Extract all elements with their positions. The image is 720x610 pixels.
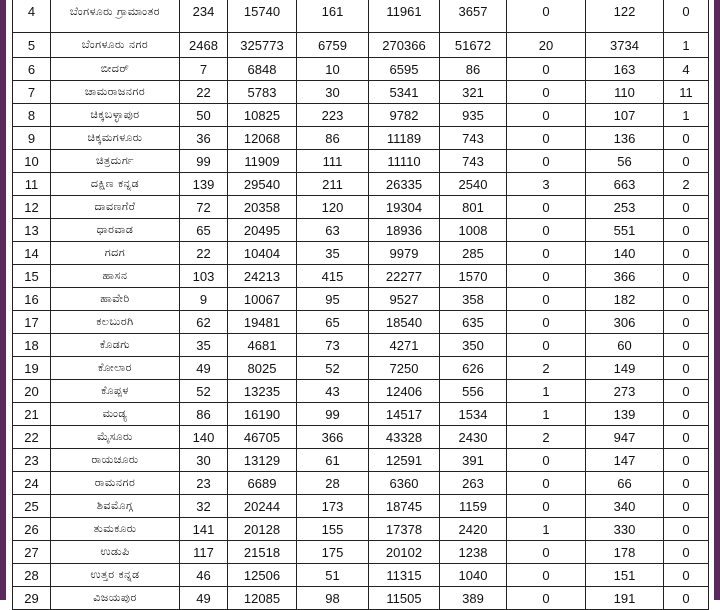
value-cell: 0: [664, 472, 709, 495]
value-cell: 95: [297, 288, 369, 311]
value-cell: 0: [664, 541, 709, 564]
value-cell: 4681: [228, 334, 297, 357]
value-cell: 2: [664, 173, 709, 196]
value-cell: 11961: [369, 0, 440, 33]
value-cell: 270366: [369, 33, 440, 58]
table-row: [13, 334, 709, 357]
value-cell: 4: [664, 58, 709, 81]
district-name-cell: ವಿಜಯಪುರ: [51, 587, 180, 610]
value-cell: 36: [180, 127, 228, 150]
serial-number-cell: 28: [13, 564, 51, 587]
value-cell: 1238: [440, 541, 507, 564]
value-cell: 330: [586, 518, 664, 541]
value-cell: 178: [586, 541, 664, 564]
serial-number-cell: 25: [13, 495, 51, 518]
value-cell: 389: [440, 587, 507, 610]
table-row: [13, 403, 709, 426]
value-cell: 0: [664, 449, 709, 472]
value-cell: 11110: [369, 150, 440, 173]
table-row: [13, 173, 709, 196]
value-cell: 0: [507, 0, 586, 33]
value-cell: 30: [297, 81, 369, 104]
value-cell: 0: [664, 242, 709, 265]
value-cell: 30: [180, 449, 228, 472]
value-cell: 10: [297, 58, 369, 81]
value-cell: 98: [297, 587, 369, 610]
value-cell: 46: [180, 564, 228, 587]
value-cell: 340: [586, 495, 664, 518]
value-cell: 18540: [369, 311, 440, 334]
district-name-cell: ತುಮಕೂರು: [51, 518, 180, 541]
serial-number-cell: 14: [13, 242, 51, 265]
value-cell: 6759: [297, 33, 369, 58]
value-cell: 1: [507, 518, 586, 541]
value-cell: 0: [664, 518, 709, 541]
district-name-cell: ಮಂಡ್ಯ: [51, 403, 180, 426]
value-cell: 20358: [228, 196, 297, 219]
value-cell: 50: [180, 104, 228, 127]
serial-number-cell: 21: [13, 403, 51, 426]
value-cell: 117: [180, 541, 228, 564]
value-cell: 223: [297, 104, 369, 127]
value-cell: 12068: [228, 127, 297, 150]
value-cell: 11315: [369, 564, 440, 587]
value-cell: 10825: [228, 104, 297, 127]
value-cell: 140: [586, 242, 664, 265]
value-cell: 20102: [369, 541, 440, 564]
value-cell: 366: [586, 265, 664, 288]
value-cell: 2468: [180, 33, 228, 58]
serial-number-cell: 20: [13, 380, 51, 403]
value-cell: 801: [440, 196, 507, 219]
district-name-cell: ಬೀದರ್: [51, 58, 180, 81]
value-cell: 0: [664, 0, 709, 33]
value-cell: 86: [297, 127, 369, 150]
district-name-cell: ಹಾಸನ: [51, 265, 180, 288]
value-cell: 32: [180, 495, 228, 518]
table-row: [13, 265, 709, 288]
value-cell: 0: [664, 196, 709, 219]
value-cell: 2430: [440, 426, 507, 449]
table-row: [13, 564, 709, 587]
value-cell: 72: [180, 196, 228, 219]
value-cell: 191: [586, 587, 664, 610]
district-name-cell: ಶಿವಮೊಗ್ಗ: [51, 495, 180, 518]
table-row: [13, 104, 709, 127]
value-cell: 2540: [440, 173, 507, 196]
table-row: [13, 357, 709, 380]
district-name-cell: ಬೆಂಗಳೂರು ನಗರ: [51, 33, 180, 58]
value-cell: 321: [440, 81, 507, 104]
value-cell: 415: [297, 265, 369, 288]
value-cell: 18936: [369, 219, 440, 242]
value-cell: 0: [507, 127, 586, 150]
serial-number-cell: 10: [13, 150, 51, 173]
value-cell: 391: [440, 449, 507, 472]
value-cell: 11909: [228, 150, 297, 173]
district-name-cell: ಮೈಸೂರು: [51, 426, 180, 449]
value-cell: 49: [180, 357, 228, 380]
district-name-cell: ಚಿತ್ರದುರ್ಗ: [51, 150, 180, 173]
value-cell: 86: [440, 58, 507, 81]
value-cell: 73: [297, 334, 369, 357]
value-cell: 6689: [228, 472, 297, 495]
value-cell: 1534: [440, 403, 507, 426]
serial-number-cell: 27: [13, 541, 51, 564]
value-cell: 3: [507, 173, 586, 196]
value-cell: 13235: [228, 380, 297, 403]
value-cell: 0: [664, 357, 709, 380]
value-cell: 2: [507, 357, 586, 380]
value-cell: 0: [664, 219, 709, 242]
value-cell: 0: [664, 288, 709, 311]
district-name-cell: ಧಾರವಾಡ: [51, 219, 180, 242]
value-cell: 60: [586, 334, 664, 357]
value-cell: 122: [586, 0, 664, 33]
value-cell: 0: [664, 311, 709, 334]
value-cell: 151: [586, 564, 664, 587]
serial-number-cell: 22: [13, 426, 51, 449]
value-cell: 2420: [440, 518, 507, 541]
serial-number-cell: 13: [13, 219, 51, 242]
district-name-cell: ರಾಯಚೂರು: [51, 449, 180, 472]
value-cell: 2: [507, 426, 586, 449]
value-cell: 947: [586, 426, 664, 449]
serial-number-cell: 12: [13, 196, 51, 219]
value-cell: 22: [180, 242, 228, 265]
value-cell: 149: [586, 357, 664, 380]
value-cell: 556: [440, 380, 507, 403]
serial-number-cell: 5: [13, 33, 51, 58]
value-cell: 163: [586, 58, 664, 81]
district-name-cell: ಕೊಪ್ಪಳ: [51, 380, 180, 403]
table-row: [13, 288, 709, 311]
value-cell: 0: [507, 587, 586, 610]
value-cell: 263: [440, 472, 507, 495]
value-cell: 743: [440, 150, 507, 173]
value-cell: 110: [586, 81, 664, 104]
value-cell: 551: [586, 219, 664, 242]
value-cell: 0: [507, 311, 586, 334]
value-cell: 4271: [369, 334, 440, 357]
page-frame-right: [714, 0, 720, 600]
value-cell: 1040: [440, 564, 507, 587]
value-cell: 935: [440, 104, 507, 127]
value-cell: 211: [297, 173, 369, 196]
serial-number-cell: 23: [13, 449, 51, 472]
value-cell: 43328: [369, 426, 440, 449]
value-cell: 0: [664, 127, 709, 150]
value-cell: 0: [507, 288, 586, 311]
district-name-cell: ಕೊಡಗು: [51, 334, 180, 357]
value-cell: 11505: [369, 587, 440, 610]
value-cell: 20: [507, 33, 586, 58]
table-row: [13, 127, 709, 150]
district-name-cell: ದಕ್ಷಿಣ ಕನ್ನಡ: [51, 173, 180, 196]
district-name-cell: ಚಾಮರಾಜನಗರ: [51, 81, 180, 104]
value-cell: 21518: [228, 541, 297, 564]
value-cell: 0: [664, 495, 709, 518]
value-cell: 0: [507, 150, 586, 173]
serial-number-cell: 18: [13, 334, 51, 357]
value-cell: 7250: [369, 357, 440, 380]
district-name-cell: ಗದಗ: [51, 242, 180, 265]
district-name-cell: ರಾಮನಗರ: [51, 472, 180, 495]
value-cell: 155: [297, 518, 369, 541]
district-name-cell: ಬೆಂಗಳೂರು ಗ್ರಾಮಾಂತರ: [51, 0, 180, 33]
value-cell: 107: [586, 104, 664, 127]
value-cell: 9: [180, 288, 228, 311]
value-cell: 1570: [440, 265, 507, 288]
value-cell: 366: [297, 426, 369, 449]
table-row: [13, 33, 709, 58]
value-cell: 16190: [228, 403, 297, 426]
value-cell: 0: [664, 150, 709, 173]
value-cell: 14517: [369, 403, 440, 426]
table-row: [13, 196, 709, 219]
serial-number-cell: 17: [13, 311, 51, 334]
value-cell: 0: [507, 334, 586, 357]
value-cell: 22: [180, 81, 228, 104]
value-cell: 0: [664, 380, 709, 403]
value-cell: 5783: [228, 81, 297, 104]
table-row: [13, 81, 709, 104]
value-cell: 18745: [369, 495, 440, 518]
value-cell: 0: [507, 58, 586, 81]
value-cell: 5341: [369, 81, 440, 104]
value-cell: 22277: [369, 265, 440, 288]
value-cell: 0: [507, 81, 586, 104]
value-cell: 147: [586, 449, 664, 472]
value-cell: 6595: [369, 58, 440, 81]
value-cell: 139: [586, 403, 664, 426]
district-name-cell: ಚಿಕ್ಕಬಳ್ಳಾಪುರ: [51, 104, 180, 127]
serial-number-cell: 11: [13, 173, 51, 196]
district-data-table: [12, 0, 709, 610]
value-cell: 10067: [228, 288, 297, 311]
value-cell: 175: [297, 541, 369, 564]
value-cell: 173: [297, 495, 369, 518]
district-name-cell: ಕೋಲಾರ: [51, 357, 180, 380]
serial-number-cell: 7: [13, 81, 51, 104]
page-frame-left: [0, 0, 6, 600]
value-cell: 0: [507, 495, 586, 518]
table-row: [13, 0, 709, 33]
value-cell: 0: [507, 564, 586, 587]
value-cell: 8025: [228, 357, 297, 380]
district-name-cell: ಉತ್ತರ ಕನ್ನಡ: [51, 564, 180, 587]
value-cell: 52: [297, 357, 369, 380]
value-cell: 26335: [369, 173, 440, 196]
value-cell: 3657: [440, 0, 507, 33]
value-cell: 139: [180, 173, 228, 196]
value-cell: 11189: [369, 127, 440, 150]
table-row: [13, 150, 709, 173]
value-cell: 10404: [228, 242, 297, 265]
value-cell: 0: [507, 265, 586, 288]
value-cell: 20244: [228, 495, 297, 518]
table-row: [13, 426, 709, 449]
value-cell: 56: [586, 150, 664, 173]
value-cell: 63: [297, 219, 369, 242]
value-cell: 99: [297, 403, 369, 426]
value-cell: 66: [586, 472, 664, 495]
value-cell: 0: [664, 564, 709, 587]
value-cell: 635: [440, 311, 507, 334]
value-cell: 13129: [228, 449, 297, 472]
table-row: [13, 219, 709, 242]
table-row: [13, 541, 709, 564]
value-cell: 0: [664, 265, 709, 288]
value-cell: 51: [297, 564, 369, 587]
serial-number-cell: 16: [13, 288, 51, 311]
value-cell: 15740: [228, 0, 297, 33]
value-cell: 12591: [369, 449, 440, 472]
value-cell: 0: [507, 219, 586, 242]
value-cell: 285: [440, 242, 507, 265]
value-cell: 19304: [369, 196, 440, 219]
value-cell: 65: [297, 311, 369, 334]
serial-number-cell: 9: [13, 127, 51, 150]
value-cell: 9782: [369, 104, 440, 127]
value-cell: 35: [180, 334, 228, 357]
district-name-cell: ಚಿಕ್ಕಮಗಳೂರು: [51, 127, 180, 150]
district-table-wrapper: [12, 0, 708, 610]
value-cell: 1: [507, 403, 586, 426]
value-cell: 1: [507, 380, 586, 403]
value-cell: 62: [180, 311, 228, 334]
value-cell: 103: [180, 265, 228, 288]
value-cell: 1: [664, 33, 709, 58]
value-cell: 20495: [228, 219, 297, 242]
value-cell: 182: [586, 288, 664, 311]
value-cell: 65: [180, 219, 228, 242]
serial-number-cell: 6: [13, 58, 51, 81]
value-cell: 1159: [440, 495, 507, 518]
serial-number-cell: 15: [13, 265, 51, 288]
value-cell: 1008: [440, 219, 507, 242]
value-cell: 7: [180, 58, 228, 81]
value-cell: 23: [180, 472, 228, 495]
table-row: [13, 242, 709, 265]
value-cell: 0: [507, 472, 586, 495]
value-cell: 0: [664, 334, 709, 357]
district-name-cell: ಕಲಬುರಗಿ: [51, 311, 180, 334]
value-cell: 140: [180, 426, 228, 449]
value-cell: 0: [664, 426, 709, 449]
district-name-cell: ಹಾವೇರಿ: [51, 288, 180, 311]
value-cell: 46705: [228, 426, 297, 449]
value-cell: 0: [507, 104, 586, 127]
value-cell: 12406: [369, 380, 440, 403]
value-cell: 0: [664, 587, 709, 610]
value-cell: 43: [297, 380, 369, 403]
district-name-cell: ದಾವಣಗೆರೆ: [51, 196, 180, 219]
value-cell: 19481: [228, 311, 297, 334]
value-cell: 17378: [369, 518, 440, 541]
table-body: [13, 0, 709, 610]
value-cell: 9527: [369, 288, 440, 311]
value-cell: 99: [180, 150, 228, 173]
value-cell: 35: [297, 242, 369, 265]
value-cell: 6848: [228, 58, 297, 81]
value-cell: 136: [586, 127, 664, 150]
value-cell: 0: [664, 403, 709, 426]
value-cell: 161: [297, 0, 369, 33]
value-cell: 350: [440, 334, 507, 357]
serial-number-cell: 26: [13, 518, 51, 541]
value-cell: 24213: [228, 265, 297, 288]
value-cell: 52: [180, 380, 228, 403]
value-cell: 9979: [369, 242, 440, 265]
value-cell: 61: [297, 449, 369, 472]
value-cell: 0: [507, 541, 586, 564]
serial-number-cell: 24: [13, 472, 51, 495]
value-cell: 234: [180, 0, 228, 33]
value-cell: 49: [180, 587, 228, 610]
table-row: [13, 472, 709, 495]
value-cell: 0: [507, 196, 586, 219]
value-cell: 306: [586, 311, 664, 334]
serial-number-cell: 4: [13, 0, 51, 33]
table-row: [13, 58, 709, 81]
value-cell: 29540: [228, 173, 297, 196]
value-cell: 20128: [228, 518, 297, 541]
table-row: [13, 449, 709, 472]
value-cell: 51672: [440, 33, 507, 58]
value-cell: 0: [507, 242, 586, 265]
value-cell: 11: [664, 81, 709, 104]
value-cell: 12506: [228, 564, 297, 587]
value-cell: 141: [180, 518, 228, 541]
value-cell: 6360: [369, 472, 440, 495]
value-cell: 12085: [228, 587, 297, 610]
serial-number-cell: 29: [13, 587, 51, 610]
value-cell: 325773: [228, 33, 297, 58]
value-cell: 743: [440, 127, 507, 150]
value-cell: 1: [664, 104, 709, 127]
table-row: [13, 495, 709, 518]
value-cell: 3734: [586, 33, 664, 58]
value-cell: 663: [586, 173, 664, 196]
value-cell: 253: [586, 196, 664, 219]
value-cell: 120: [297, 196, 369, 219]
serial-number-cell: 8: [13, 104, 51, 127]
table-row: [13, 518, 709, 541]
table-row: [13, 311, 709, 334]
table-row: [13, 587, 709, 610]
value-cell: 0: [507, 449, 586, 472]
district-name-cell: ಉಡುಪಿ: [51, 541, 180, 564]
serial-number-cell: 19: [13, 357, 51, 380]
value-cell: 626: [440, 357, 507, 380]
value-cell: 358: [440, 288, 507, 311]
value-cell: 28: [297, 472, 369, 495]
table-row: [13, 380, 709, 403]
value-cell: 111: [297, 150, 369, 173]
value-cell: 273: [586, 380, 664, 403]
value-cell: 86: [180, 403, 228, 426]
